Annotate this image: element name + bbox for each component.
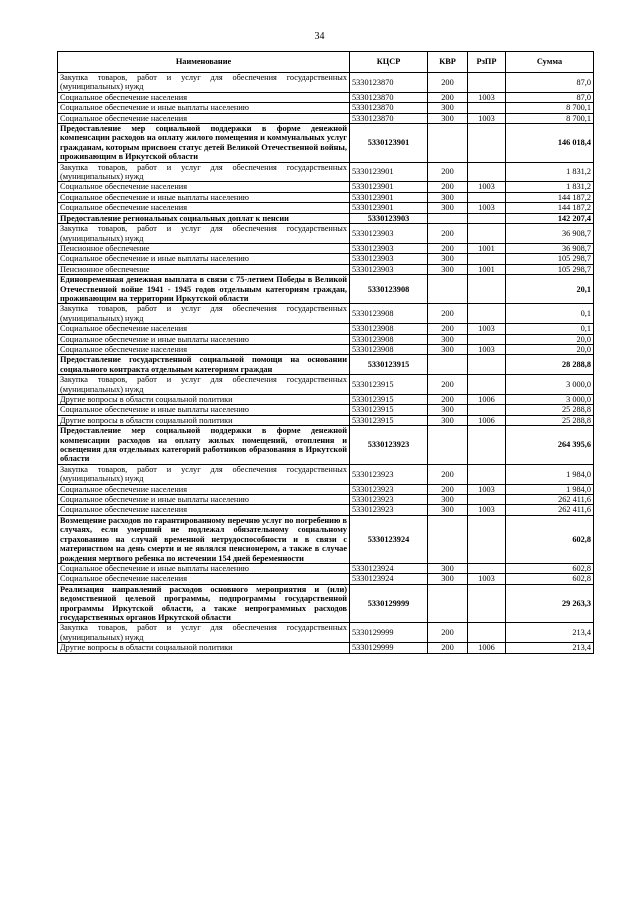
name-cell: Реализация направлений расходов основного мероприятия и (или) ведомственной целевой программы, подпрограммы государственной программы Иркутской области, а также непрограммных расходов государственных органов Иркутской области (58, 584, 350, 623)
table-row (58, 495, 594, 505)
sum-cell: 105 298,7 (506, 254, 594, 264)
kvr-cell: 200 (428, 395, 468, 405)
header-name: Наименование (58, 52, 350, 73)
code-cell: 5330123923 (350, 495, 428, 505)
code-cell: 5330123903 (350, 224, 428, 244)
rzpr-cell: 1003 (468, 113, 506, 123)
code-cell: 5330123901 (350, 162, 428, 182)
code-cell: 5330123908 (350, 324, 428, 334)
table-row (58, 304, 594, 324)
kvr-cell: 200 (428, 224, 468, 244)
kvr-cell (428, 426, 468, 465)
sum-cell: 3 000,0 (506, 395, 594, 405)
table-row (58, 405, 594, 415)
rzpr-cell (468, 224, 506, 244)
kvr-cell (428, 213, 468, 223)
name-cell: Социальное обеспечение населения (58, 505, 350, 515)
rzpr-cell (468, 355, 506, 375)
header-rzpr: РзПР (468, 52, 506, 73)
code-cell: 5330123923 (350, 484, 428, 494)
name-cell: Закупка товаров, работ и услуг для обеспечения государственных (муниципальных) нужд (58, 623, 350, 643)
kvr-cell: 300 (428, 563, 468, 573)
sum-cell: 146 018,4 (506, 124, 594, 163)
table-row (58, 192, 594, 202)
name-cell: Закупка товаров, работ и услуг для обеспечения государственных (муниципальных) нужд (58, 464, 350, 484)
table-row (58, 324, 594, 334)
table-row (58, 415, 594, 425)
name-cell: Предоставление мер социальной поддержки в форме денежной компенсации расходов на оплату жилого помещения и коммунальных услуг гражданам, которым присвоен статус детей Великой Отечественной войны, проживающим в Иркутской области (58, 124, 350, 163)
table-row (58, 563, 594, 573)
name-cell: Закупка товаров, работ и услуг для обеспечения государственных (муниципальных) нужд (58, 224, 350, 244)
header-kcsr: КЦСР (350, 52, 428, 73)
rzpr-cell (468, 405, 506, 415)
header-sum: Сумма (506, 52, 594, 73)
rzpr-cell: 1003 (468, 344, 506, 354)
table-row (58, 103, 594, 113)
sum-cell: 602,8 (506, 574, 594, 584)
sum-cell: 602,8 (506, 515, 594, 563)
name-cell: Предоставление региональных социальных доплат к пенсии (58, 213, 350, 223)
name-cell: Социальное обеспечение населения (58, 92, 350, 102)
name-cell: Социальное обеспечение населения (58, 182, 350, 192)
kvr-cell: 300 (428, 415, 468, 425)
code-cell: 5330123870 (350, 113, 428, 123)
kvr-cell: 300 (428, 334, 468, 344)
code-cell: 5330123924 (350, 515, 428, 563)
kvr-cell: 200 (428, 73, 468, 93)
table-row (58, 264, 594, 274)
rzpr-cell (468, 495, 506, 505)
rzpr-cell (468, 464, 506, 484)
sum-cell: 213,4 (506, 623, 594, 643)
rzpr-cell: 1006 (468, 415, 506, 425)
kvr-cell: 200 (428, 623, 468, 643)
rzpr-cell: 1003 (468, 182, 506, 192)
sum-cell: 0,1 (506, 304, 594, 324)
table-row (58, 484, 594, 494)
name-cell: Закупка товаров, работ и услуг для обеспечения государственных (муниципальных) нужд (58, 304, 350, 324)
page-number: 34 (314, 31, 325, 42)
table-row-program (58, 515, 594, 563)
sum-cell: 20,1 (506, 275, 594, 304)
code-cell: 5330123915 (350, 415, 428, 425)
code-cell: 5330129999 (350, 643, 428, 653)
table-row-program (58, 213, 594, 223)
rzpr-cell: 1003 (468, 203, 506, 213)
table-row (58, 574, 594, 584)
code-cell: 5330129999 (350, 584, 428, 623)
name-cell: Закупка товаров, работ и услуг для обеспечения государственных (муниципальных) нужд (58, 375, 350, 395)
rzpr-cell (468, 426, 506, 465)
sum-cell: 29 263,3 (506, 584, 594, 623)
kvr-cell: 200 (428, 643, 468, 653)
kvr-cell: 300 (428, 574, 468, 584)
name-cell: Социальное обеспечение населения (58, 203, 350, 213)
code-cell: 5330123915 (350, 395, 428, 405)
sum-cell: 1 984,0 (506, 464, 594, 484)
rzpr-cell (468, 192, 506, 202)
table-row-program (58, 355, 594, 375)
code-cell: 5330123870 (350, 103, 428, 113)
table-row (58, 113, 594, 123)
kvr-cell (428, 515, 468, 563)
code-cell: 5330123908 (350, 275, 428, 304)
rzpr-cell (468, 623, 506, 643)
code-cell: 5330123901 (350, 192, 428, 202)
table-row (58, 224, 594, 244)
rzpr-cell (468, 304, 506, 324)
sum-cell: 3 000,0 (506, 375, 594, 395)
code-cell: 5330129999 (350, 623, 428, 643)
name-cell: Другие вопросы в области социальной политики (58, 415, 350, 425)
kvr-cell: 200 (428, 324, 468, 334)
kvr-cell: 300 (428, 264, 468, 274)
rzpr-cell (468, 275, 506, 304)
rzpr-cell (468, 162, 506, 182)
kvr-cell: 200 (428, 243, 468, 253)
header-kvr: КВР (428, 52, 468, 73)
table-header-row (58, 52, 594, 73)
code-cell: 5330123901 (350, 182, 428, 192)
sum-cell: 144 187,2 (506, 192, 594, 202)
name-cell: Единовременная денежная выплата в связи с 75-летием Победы в Великой Отечественной войне 1941 - 1945 годов отдельным категориям граждан, проживающим на территории Иркутской области (58, 275, 350, 304)
budget-table (57, 51, 594, 654)
code-cell: 5330123915 (350, 375, 428, 395)
sum-cell: 36 908,7 (506, 224, 594, 244)
sum-cell: 213,4 (506, 643, 594, 653)
sum-cell: 1 831,2 (506, 182, 594, 192)
table-row (58, 92, 594, 102)
rzpr-cell: 1003 (468, 92, 506, 102)
rzpr-cell: 1003 (468, 484, 506, 494)
kvr-cell: 300 (428, 495, 468, 505)
table-row (58, 334, 594, 344)
table-body (58, 73, 594, 654)
code-cell: 5330123908 (350, 334, 428, 344)
sum-cell: 144 187,2 (506, 203, 594, 213)
code-cell: 5330123915 (350, 355, 428, 375)
sum-cell: 25 288,8 (506, 415, 594, 425)
code-cell: 5330123923 (350, 464, 428, 484)
code-cell: 5330123901 (350, 124, 428, 163)
code-cell: 5330123924 (350, 574, 428, 584)
table-row (58, 344, 594, 354)
sum-cell: 28 288,8 (506, 355, 594, 375)
name-cell: Возмещение расходов по гарантированному перечню услуг по погребению в случаях, если умерший не подлежал обязательному социальному страхованию на случай временной нетрудоспособности и в связи с материнством на день смерти и не являлся пенсионером, а также в случае рождения мертвого ребенка по истечении 154 дней беременности (58, 515, 350, 563)
table-row (58, 73, 594, 93)
name-cell: Социальное обеспечение и иные выплаты населению (58, 405, 350, 415)
kvr-cell (428, 355, 468, 375)
kvr-cell: 300 (428, 103, 468, 113)
name-cell: Другие вопросы в области социальной политики (58, 395, 350, 405)
sum-cell: 262 411,6 (506, 505, 594, 515)
table-row (58, 375, 594, 395)
code-cell: 5330123903 (350, 254, 428, 264)
name-cell: Социальное обеспечение и иные выплаты населению (58, 495, 350, 505)
sum-cell: 8 700,1 (506, 103, 594, 113)
kvr-cell: 300 (428, 113, 468, 123)
sum-cell: 25 288,8 (506, 405, 594, 415)
sum-cell: 0,1 (506, 324, 594, 334)
rzpr-cell (468, 103, 506, 113)
code-cell: 5330123870 (350, 73, 428, 93)
rzpr-cell (468, 73, 506, 93)
rzpr-cell: 1003 (468, 574, 506, 584)
code-cell: 5330123903 (350, 213, 428, 223)
name-cell: Социальное обеспечение и иные выплаты населению (58, 334, 350, 344)
rzpr-cell: 1006 (468, 643, 506, 653)
table-row (58, 182, 594, 192)
kvr-cell: 300 (428, 203, 468, 213)
table-row (58, 643, 594, 653)
kvr-cell: 300 (428, 254, 468, 264)
sum-cell: 602,8 (506, 563, 594, 573)
table-row (58, 203, 594, 213)
rzpr-cell (468, 584, 506, 623)
kvr-cell: 200 (428, 484, 468, 494)
table-row-program (58, 124, 594, 163)
name-cell: Закупка товаров, работ и услуг для обеспечения государственных (муниципальных) нужд (58, 73, 350, 93)
kvr-cell: 300 (428, 405, 468, 415)
table-row (58, 395, 594, 405)
table-row-program (58, 426, 594, 465)
kvr-cell (428, 275, 468, 304)
code-cell: 5330123908 (350, 344, 428, 354)
code-cell: 5330123903 (350, 264, 428, 274)
code-cell: 5330123915 (350, 405, 428, 415)
sum-cell: 8 700,1 (506, 113, 594, 123)
kvr-cell: 200 (428, 304, 468, 324)
code-cell: 5330123901 (350, 203, 428, 213)
name-cell: Социальное обеспечение населения (58, 484, 350, 494)
table-row (58, 162, 594, 182)
rzpr-cell: 1003 (468, 324, 506, 334)
kvr-cell (428, 124, 468, 163)
code-cell: 5330123908 (350, 304, 428, 324)
table-row (58, 505, 594, 515)
name-cell: Социальное обеспечение и иные выплаты населению (58, 103, 350, 113)
code-cell: 5330123870 (350, 92, 428, 102)
sum-cell: 262 411,6 (506, 495, 594, 505)
sum-cell: 20,0 (506, 344, 594, 354)
sum-cell: 87,0 (506, 73, 594, 93)
table-row (58, 623, 594, 643)
kvr-cell: 300 (428, 505, 468, 515)
kvr-cell: 300 (428, 344, 468, 354)
sum-cell: 1 831,2 (506, 162, 594, 182)
name-cell: Пенсионное обеспечение (58, 243, 350, 253)
name-cell: Другие вопросы в области социальной политики (58, 643, 350, 653)
sum-cell: 36 908,7 (506, 243, 594, 253)
name-cell: Социальное обеспечение населения (58, 113, 350, 123)
name-cell: Социальное обеспечение и иные выплаты населению (58, 254, 350, 264)
rzpr-cell: 1006 (468, 395, 506, 405)
kvr-cell: 200 (428, 464, 468, 484)
rzpr-cell: 1001 (468, 243, 506, 253)
table-row (58, 243, 594, 253)
sum-cell: 87,0 (506, 92, 594, 102)
table-row-program (58, 275, 594, 304)
table-row-program (58, 584, 594, 623)
name-cell: Социальное обеспечение населения (58, 344, 350, 354)
rzpr-cell: 1001 (468, 264, 506, 274)
rzpr-cell: 1003 (468, 505, 506, 515)
rzpr-cell (468, 515, 506, 563)
table-row (58, 464, 594, 484)
name-cell: Предоставление государственной социальной помощи на основании социального контракта отдельным категориям граждан (58, 355, 350, 375)
kvr-cell: 200 (428, 182, 468, 192)
code-cell: 5330123903 (350, 243, 428, 253)
kvr-cell: 300 (428, 192, 468, 202)
name-cell: Социальное обеспечение населения (58, 574, 350, 584)
name-cell: Социальное обеспечение и иные выплаты населению (58, 563, 350, 573)
rzpr-cell (468, 563, 506, 573)
rzpr-cell (468, 254, 506, 264)
name-cell: Социальное обеспечение населения (58, 324, 350, 334)
name-cell: Пенсионное обеспечение (58, 264, 350, 274)
rzpr-cell (468, 124, 506, 163)
table-row (58, 254, 594, 264)
name-cell: Социальное обеспечение и иные выплаты населению (58, 192, 350, 202)
kvr-cell: 200 (428, 162, 468, 182)
code-cell: 5330123923 (350, 505, 428, 515)
code-cell: 5330123924 (350, 563, 428, 573)
sum-cell: 142 207,4 (506, 213, 594, 223)
kvr-cell: 200 (428, 92, 468, 102)
rzpr-cell (468, 375, 506, 395)
sum-cell: 105 298,7 (506, 264, 594, 274)
sum-cell: 20,0 (506, 334, 594, 344)
name-cell: Предоставление мер социальной поддержки в форме денежной компенсации расходов на оплату жилых помещений, отопления и освещения для отдельных категорий работников образования в Иркутской области (58, 426, 350, 465)
kvr-cell (428, 584, 468, 623)
rzpr-cell (468, 213, 506, 223)
sum-cell: 1 984,0 (506, 484, 594, 494)
code-cell: 5330123923 (350, 426, 428, 465)
name-cell: Закупка товаров, работ и услуг для обеспечения государственных (муниципальных) нужд (58, 162, 350, 182)
rzpr-cell (468, 334, 506, 344)
kvr-cell: 200 (428, 375, 468, 395)
sum-cell: 264 395,6 (506, 426, 594, 465)
